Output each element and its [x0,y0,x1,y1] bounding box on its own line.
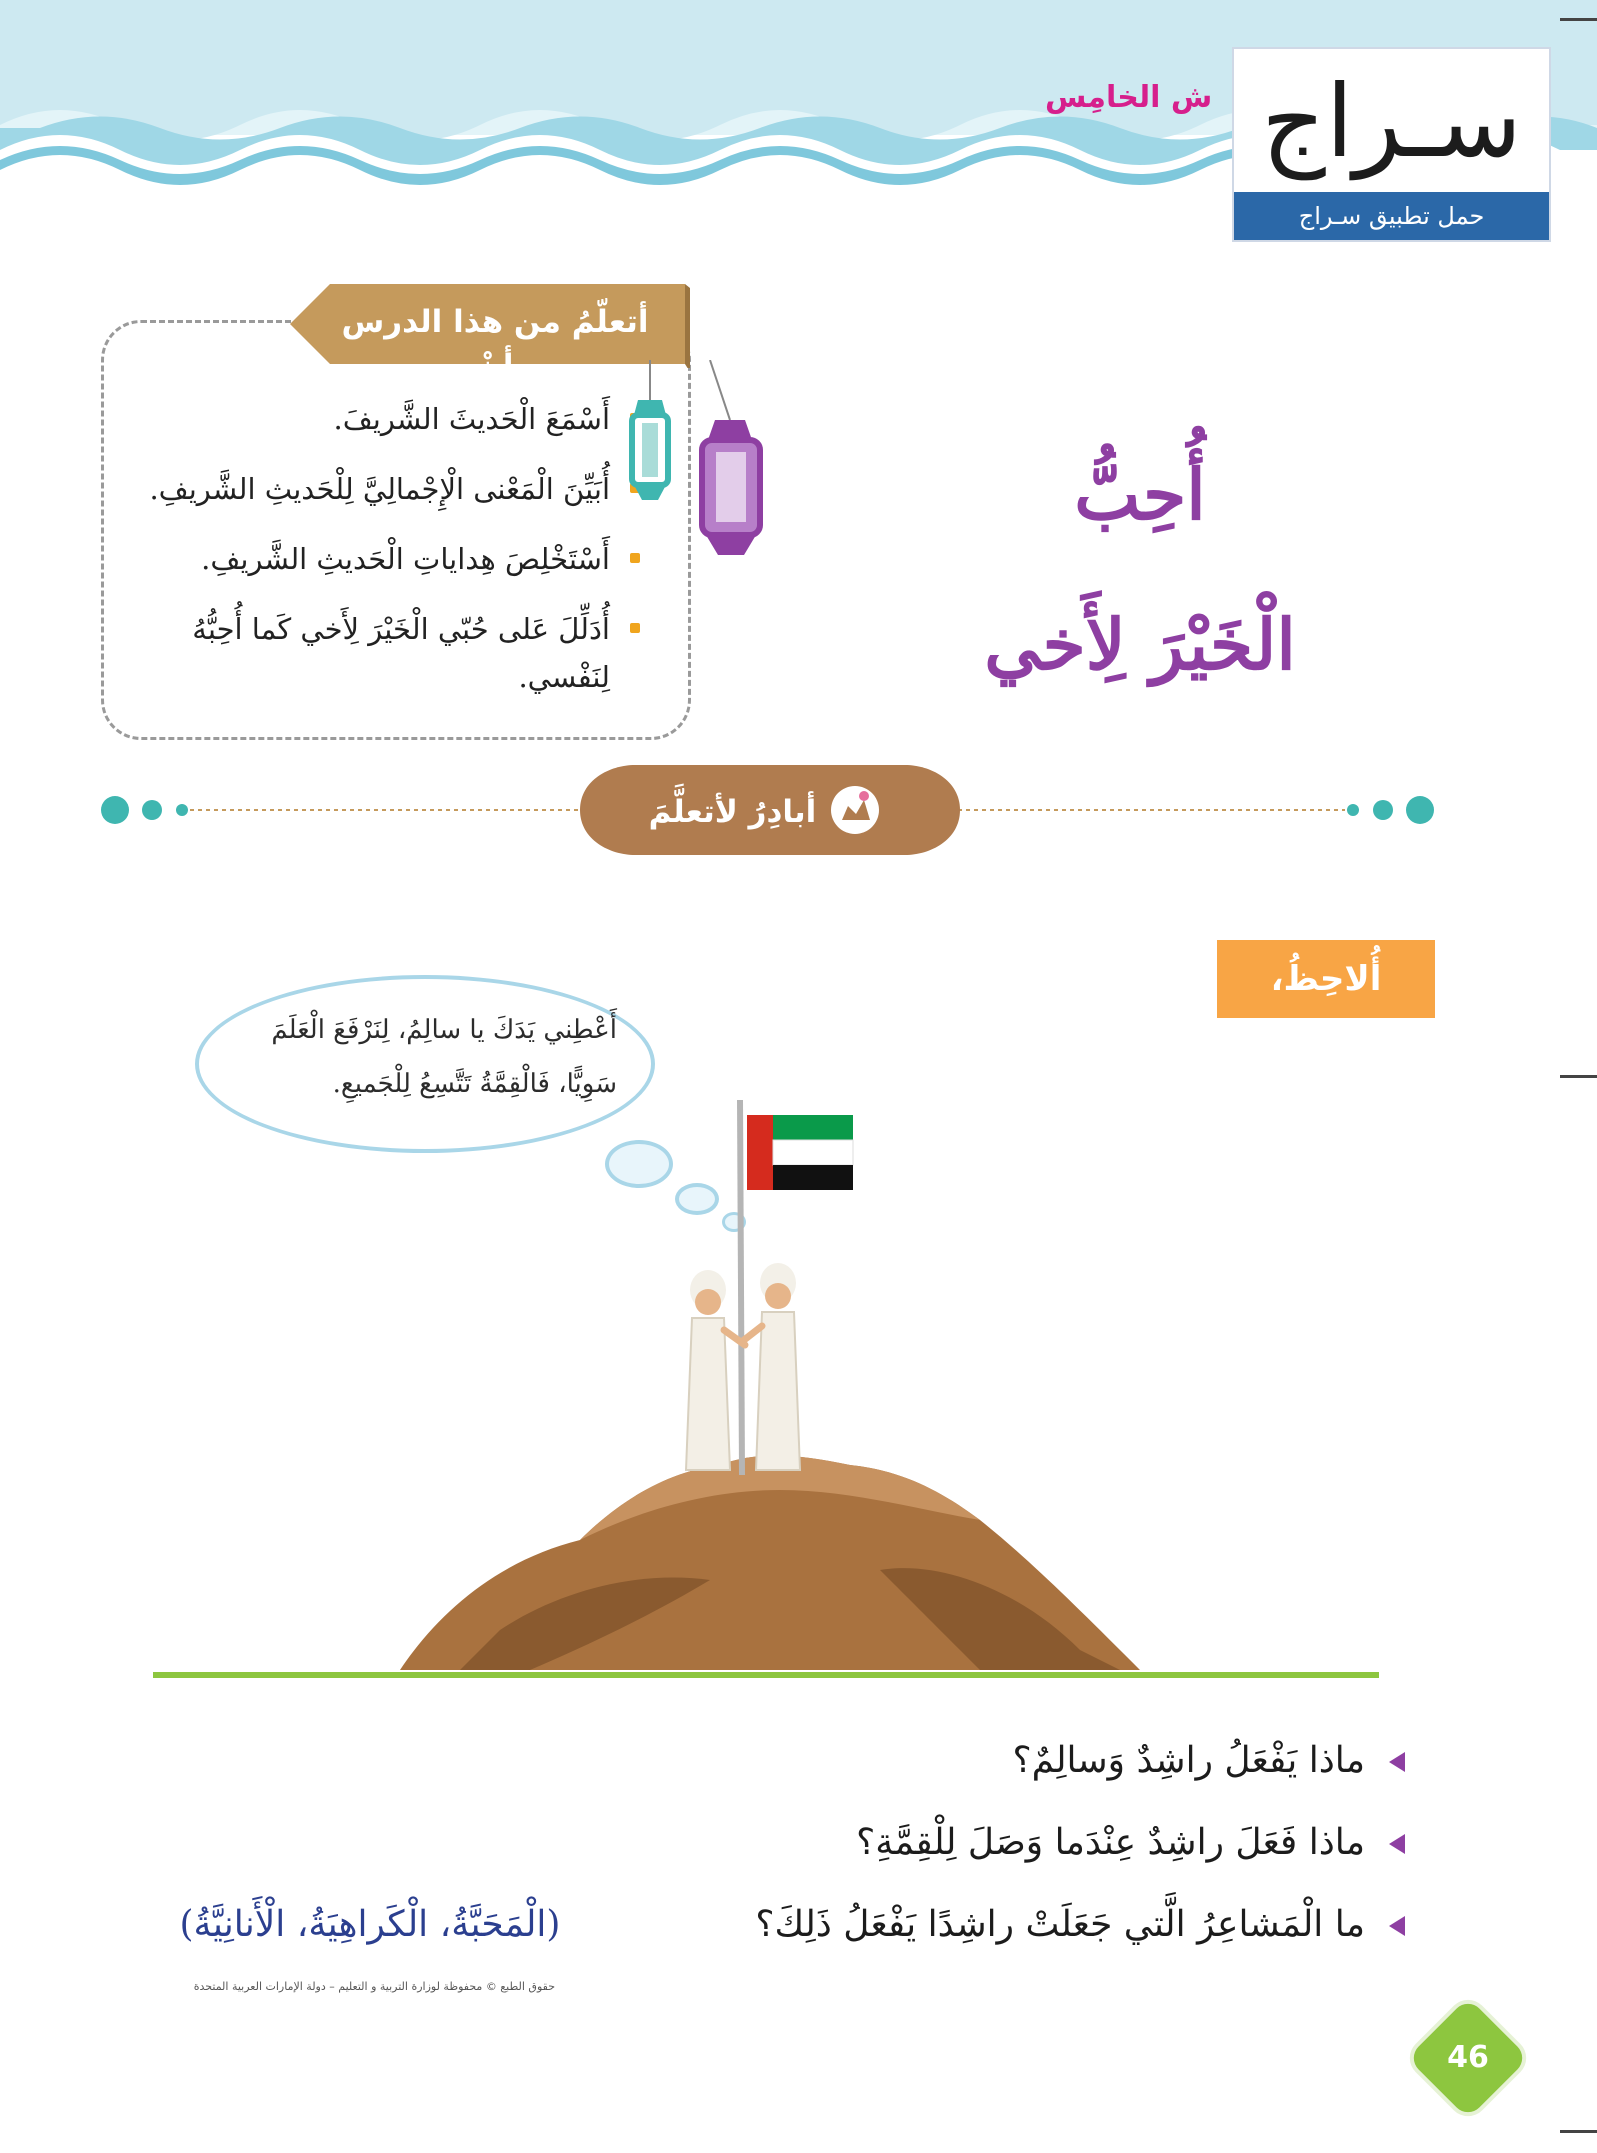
lesson-title-line1: أُحِبُّ [1074,453,1206,536]
speech-text: أَعْطِني يَدَكَ يا سالِمُ، لِنَرْفَعَ الْعَلَمَ سَوِيًّا، فَالْقِمَّةُ تَتَّسِعُ لِلْجَميعِ. [271,1015,617,1099]
copyright-notice: حقوق الطبع © محفوظة لوزارة التربية و التعليم – دولة الإمارات العربية المتحدة [193,1980,555,1993]
question-item: ما الْمَشاعِرُ الَّتي جَعَلَتْ راشِدًا يَفْعَلُ ذَلِكَ؟ [400,1884,1405,1966]
triangle-bullet-icon [1389,1752,1405,1772]
triangle-bullet-icon [1389,1834,1405,1854]
lesson-title-line2: الْخَيْرَ لِأَخي [984,603,1296,686]
siraj-app-tagline: حمل تطبيق سـراج [1234,192,1549,240]
siraj-logo-word: سـراج [1261,63,1522,180]
objective-item: أَسْتَخْلِصَ هِداياتِ الْحَديثِ الشَّريفِ. [130,535,640,583]
crop-mark [1560,1075,1597,1078]
objectives-list [130,395,640,723]
crop-mark [1560,18,1597,21]
lanterns-icon [620,360,790,570]
page-number: 46 [1447,2040,1489,2075]
answer-choices: (الْمَحَبَّةُ، الْكَراهِيَةُ، الْأَنانِيَّةُ) [179,1904,561,1945]
bullet-icon [630,623,640,633]
objectives-heading: أتعلّمُ من هذا الدرس أنْ [341,304,649,384]
objective-item: أُبَيِّنَ الْمَعْنى الْإِجْمالِيَّ لِلْحَديثِ الشَّريفِ. [130,465,640,513]
crop-mark [1560,2130,1597,2133]
question-item: ماذا فَعَلَ راشِدٌ عِنْدَما وَصَلَ لِلْقِمَّةِ؟ [400,1802,1405,1884]
objective-item: أُدَلِّلَ عَلى حُبّي الْخَيْرَ لِأَخي كَما أُحِبُّهُ لِنَفْسي. [130,605,640,701]
question-item: ماذا يَفْعَلُ راشِدٌ وَسالِمٌ؟ [400,1720,1405,1802]
lesson-label: ش الخامِس [1045,80,1213,115]
activity-label: أُلاحِظُ، وأُجيبُ: [1217,940,1435,1018]
section-label: أبادِرُ لأتعلَّمَ [648,794,817,830]
lesson-title [930,420,1350,720]
triangle-bullet-icon [1389,1916,1405,1936]
boys-raising-flag-illustration [380,1090,1200,1680]
siraj-logo[interactable] [1232,47,1551,242]
objective-item: أَسْمَعَ الْحَديثَ الشَّريفَ. [130,395,640,443]
divider-line [153,1672,1379,1678]
